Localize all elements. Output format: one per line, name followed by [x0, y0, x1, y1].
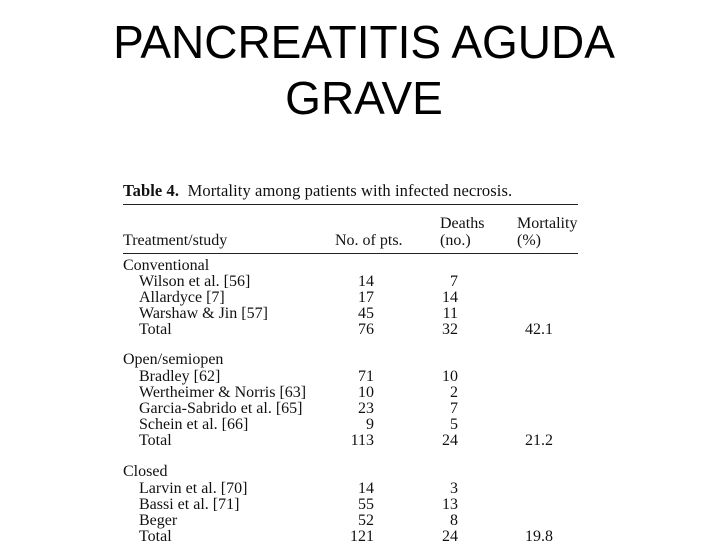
- row-patients: 10: [358, 384, 374, 401]
- header-study: Treatment/study: [123, 232, 228, 249]
- row-study: Allardyce [7]: [139, 289, 225, 306]
- row-patients: 17: [358, 289, 374, 306]
- row-study: Beger: [139, 512, 178, 529]
- row-study: Bassi et al. [71]: [139, 496, 240, 513]
- group-label-open-semiopen: Open/semiopen: [123, 351, 224, 368]
- group-label-closed: Closed: [123, 463, 168, 480]
- row-study: Total: [139, 528, 172, 545]
- row-study: Bradley [62]: [139, 368, 221, 385]
- row-deaths: 5: [450, 416, 458, 433]
- row-mortality: 21.2: [525, 432, 553, 449]
- slide-title-line-2: GRAVE: [285, 72, 443, 124]
- group-label-conventional: Conventional: [123, 257, 210, 274]
- header-mortality: [517, 215, 577, 249]
- row-patients: 76: [358, 321, 374, 338]
- row-deaths: 7: [450, 273, 458, 290]
- row-deaths: 7: [450, 400, 458, 417]
- row-study: Wilson et al. [56]: [139, 273, 251, 290]
- row-study: Warshaw & Jin [57]: [139, 305, 268, 322]
- row-patients: 14: [358, 480, 374, 497]
- row-deaths: 32: [442, 321, 458, 338]
- row-deaths: 13: [442, 496, 458, 513]
- row-mortality: 42.1: [525, 321, 553, 338]
- table-header-rule: [123, 253, 578, 254]
- row-study: Total: [139, 432, 172, 449]
- header-mortality-line-2: (%): [517, 232, 541, 249]
- row-deaths: 10: [442, 368, 458, 385]
- row-deaths: 11: [442, 305, 458, 322]
- row-study: Larvin et al. [70]: [139, 480, 248, 497]
- row-study: Total: [139, 321, 172, 338]
- row-study: Schein et al. [66]: [139, 416, 249, 433]
- row-study: Garcia-Sabrido et al. [65]: [139, 400, 303, 417]
- row-patients: 121: [350, 528, 374, 545]
- row-study: Wertheimer & Norris [63]: [139, 384, 307, 401]
- row-patients: 14: [358, 273, 374, 290]
- row-mortality: 19.8: [525, 528, 553, 545]
- table-caption: [123, 181, 512, 201]
- header-deaths-line-2: (no.): [440, 232, 471, 249]
- table-top-rule: [123, 204, 578, 205]
- row-patients: 9: [366, 416, 374, 433]
- row-deaths: 3: [450, 480, 458, 497]
- row-deaths: 24: [442, 528, 458, 545]
- slide-title: [0, 14, 728, 126]
- row-patients: 113: [350, 432, 374, 449]
- table-caption-text: Mortality among patients with infected necrosis.: [187, 181, 513, 200]
- row-patients: 71: [358, 368, 374, 385]
- header-patients: No. of pts.: [335, 232, 403, 249]
- row-deaths: 14: [442, 289, 458, 306]
- row-patients: 55: [358, 496, 374, 513]
- header-deaths-line-1: Deaths: [440, 215, 485, 232]
- row-deaths: 8: [450, 512, 458, 529]
- row-patients: 52: [358, 512, 374, 529]
- slide-title-line-1: PANCREATITIS AGUDA: [113, 16, 615, 68]
- row-deaths: 2: [450, 384, 458, 401]
- row-patients: 45: [358, 305, 374, 322]
- row-patients: 23: [358, 400, 374, 417]
- table-caption-label: Table 4.: [123, 181, 180, 200]
- header-deaths: [440, 215, 484, 249]
- row-deaths: 24: [442, 432, 458, 449]
- header-mortality-line-1: Mortality: [517, 215, 578, 232]
